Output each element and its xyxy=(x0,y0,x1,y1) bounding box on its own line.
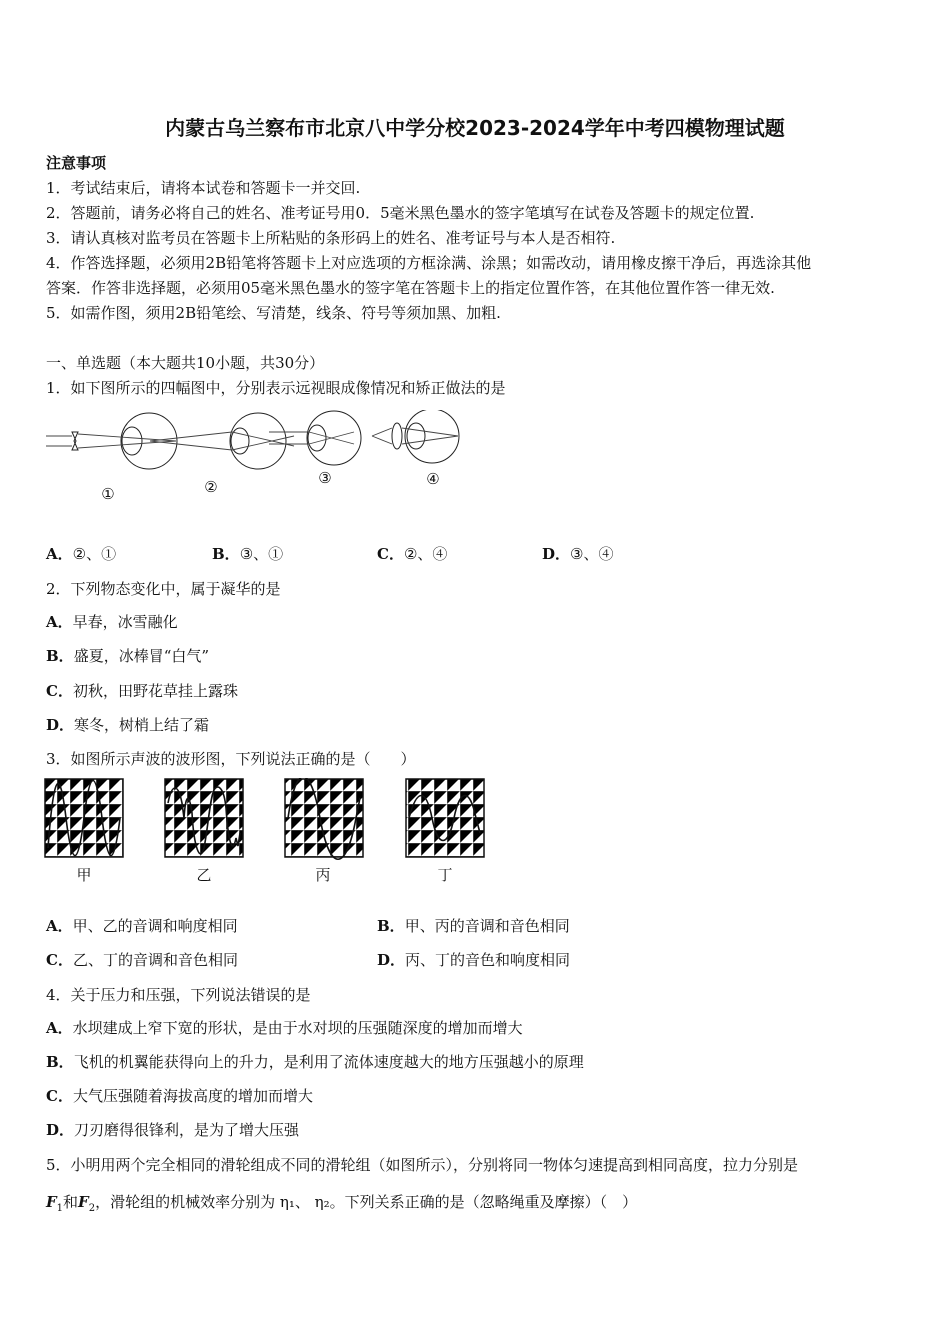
eye-figure-4 xyxy=(372,410,459,463)
option-text: 甲、乙的音调和响度相同 xyxy=(72,917,238,935)
q1-option-b[interactable] xyxy=(212,543,283,564)
option-text: 丙、丁的音色和响度相同 xyxy=(405,951,571,969)
option-text: 乙、丁的音调和音色相同 xyxy=(72,951,238,969)
option-letter: C． xyxy=(46,1087,73,1105)
notes-item: 2．答题前，请务必将自己的姓名、准考证号用0．5毫米黑色墨水的签字笔填写在试卷及答题卡的规定位置. xyxy=(46,204,755,222)
notes-item: 4．作答选择题，必须用2B铅笔将答题卡上对应选项的方框涂满、涂黑；如需改动，请用橡皮擦干净后，再选涂其他 xyxy=(46,254,812,272)
force-f2-subscript: 2 xyxy=(88,1203,96,1214)
option-letter: D． xyxy=(377,951,406,969)
force-f1: F xyxy=(46,1193,57,1211)
option-letter: A． xyxy=(46,613,73,631)
page-title: 内蒙古乌兰察布市北京八中学分校2023-2024学年中考四模物理试题 xyxy=(165,116,785,140)
waveform-bing xyxy=(285,778,363,859)
figure-label-4: ④ xyxy=(426,470,440,488)
option-text: 初秋，田野花草挂上露珠 xyxy=(72,682,238,700)
option-letter: D． xyxy=(46,716,75,734)
option-text: 寒冬，树梢上结了霜 xyxy=(74,716,210,734)
waveform-jia xyxy=(45,779,123,857)
option-letter: A． xyxy=(46,1019,73,1037)
option-text: 甲、丙的音调和音色相同 xyxy=(404,917,570,935)
force-f2: F xyxy=(78,1193,89,1211)
option-letter: D． xyxy=(542,545,571,563)
waveform-label-ding: 丁 xyxy=(437,866,453,884)
question-5-stem-line-1: 5．小明用两个完全相同的滑轮组成不同的滑轮组（如图所示），分别将同一物体匀速提高到相同高度，拉力分别是 xyxy=(46,1156,799,1174)
q2-option-b[interactable] xyxy=(46,645,209,666)
q2-option-c[interactable] xyxy=(46,680,238,701)
q3-option-c[interactable] xyxy=(46,949,238,970)
option-text: ③、① xyxy=(239,545,284,563)
waveform-ding xyxy=(406,779,484,857)
eye-figure-3 xyxy=(269,411,361,465)
option-letter: B． xyxy=(46,647,74,665)
option-text: 盛夏，冰棒冒“白气” xyxy=(73,647,210,665)
option-text: 飞机的机翼能获得向上的升力，是利用了流体速度越大的地方压强越小的原理 xyxy=(73,1053,584,1071)
figure-label-1: ① xyxy=(101,485,115,503)
question-1-stem: 1．如下图所示的四幅图中，分别表示远视眼成像情况和矫正做法的是 xyxy=(46,379,506,397)
q2-option-a[interactable] xyxy=(46,611,178,632)
q4-option-a[interactable] xyxy=(46,1017,523,1038)
waveform-label-jia: 甲 xyxy=(76,866,92,884)
notes-heading: 注意事项 xyxy=(46,154,107,172)
waveform-label-bing: 丙 xyxy=(315,866,331,884)
option-text: ③、④ xyxy=(570,545,614,563)
q4-option-b[interactable] xyxy=(46,1051,584,1072)
question-2-stem: 2．下列物态变化中，属于凝华的是 xyxy=(46,580,281,598)
option-letter: A． xyxy=(46,917,73,935)
waveform-figures xyxy=(44,778,494,862)
figure-label-2: ② xyxy=(204,478,218,496)
option-letter: D． xyxy=(46,1121,75,1139)
option-text: ②、① xyxy=(72,545,117,563)
option-letter: B． xyxy=(212,545,240,563)
force-f1-subscript: 1 xyxy=(56,1203,64,1214)
option-text: 刀刃磨得很锋利，是为了增大压强 xyxy=(74,1121,300,1139)
notes-item: 答案．作答非选择题，必须用05毫米黑色墨水的签字笔在答题卡上的指定位置作答，在其他位置作答一律无效. xyxy=(46,279,775,297)
waveform-yi xyxy=(165,779,243,857)
q1-option-c[interactable] xyxy=(377,543,447,564)
q3-option-d[interactable] xyxy=(377,949,570,970)
option-letter: C． xyxy=(377,545,404,563)
eye-figure-1 xyxy=(46,413,177,469)
section-heading: 一、单选题（本大题共10小题，共30分） xyxy=(46,354,325,372)
option-text: 水坝建成上窄下宽的形状，是由于水对坝的压强随深度的增加而增大 xyxy=(72,1019,523,1037)
q3-option-a[interactable] xyxy=(46,915,238,936)
option-letter: C． xyxy=(46,682,73,700)
option-text: ②、④ xyxy=(403,545,448,563)
q1-option-d[interactable] xyxy=(542,543,613,564)
notes-item: 5．如需作图，须用2B铅笔绘、写清楚，线条、符号等须加黑、加粗. xyxy=(46,304,501,322)
option-letter: C． xyxy=(46,951,73,969)
option-text: 早春，冰雪融化 xyxy=(72,613,178,631)
q4-option-d[interactable] xyxy=(46,1119,299,1140)
conjunction: 和 xyxy=(63,1193,79,1211)
q4-option-c[interactable] xyxy=(46,1085,313,1106)
notes-item: 1．考试结束后，请将本试卷和答题卡一并交回. xyxy=(46,179,361,197)
figure-label-3: ③ xyxy=(318,469,332,487)
question-4-stem: 4．关于压力和压强，下列说法错误的是 xyxy=(46,986,311,1004)
option-letter: B． xyxy=(377,917,405,935)
option-letter: B． xyxy=(46,1053,74,1071)
q2-option-d[interactable] xyxy=(46,714,209,735)
option-text: 大气压强随着海拔高度的增加而增大 xyxy=(72,1087,313,1105)
question-5-stem-line-2 xyxy=(46,1191,637,1214)
waveform-label-yi: 乙 xyxy=(196,866,212,884)
q1-option-a[interactable] xyxy=(46,543,116,564)
notes-item: 3．请认真核对监考员在答题卡上所粘贴的条形码上的姓名、准考证号与本人是否相符. xyxy=(46,229,616,247)
question-5-rest: ，滑轮组的机械效率分别为 η₁、 η₂。下列关系正确的是（忽略绳重及摩擦）（ ） xyxy=(95,1193,638,1211)
option-letter: A． xyxy=(46,545,73,563)
q3-option-b[interactable] xyxy=(377,915,570,936)
question-3-stem: 3．如图所示声波的波形图，下列说法正确的是（ ） xyxy=(46,750,416,768)
